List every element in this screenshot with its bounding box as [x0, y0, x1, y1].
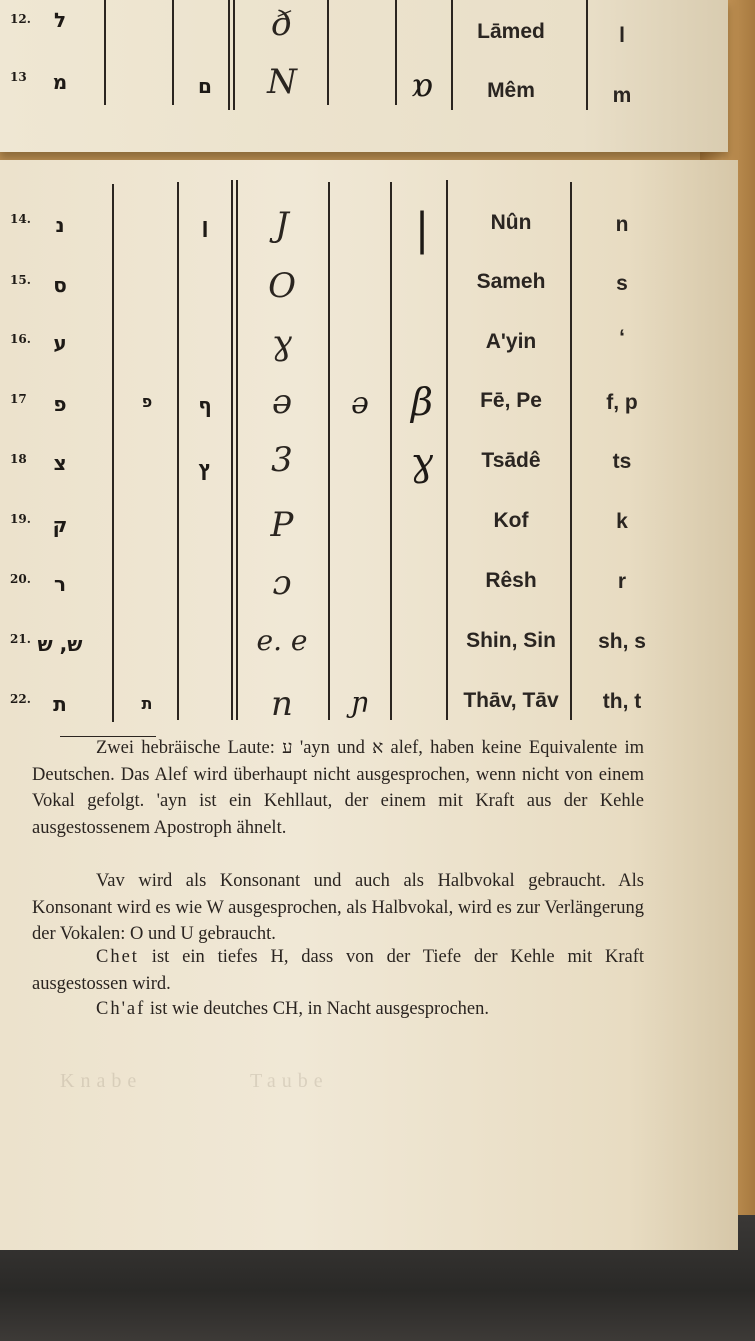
letter-name: Rêsh: [485, 569, 537, 592]
hebrew-letter: ק: [52, 513, 68, 537]
letter-name: Fē, Pe: [480, 389, 542, 412]
transliteration: k: [616, 510, 628, 533]
transliteration: r: [617, 570, 627, 593]
upper-page: [0, 0, 728, 152]
hebrew-letter: ל: [53, 8, 67, 32]
cursive-letter: O: [268, 266, 296, 306]
transliteration: ts: [612, 450, 632, 473]
cursive-letter: 3: [271, 440, 293, 480]
cursive-letter: n: [271, 684, 293, 724]
term-chet: Chet: [96, 947, 139, 967]
cursive-final-letter: |: [414, 204, 430, 255]
hebrew-letter: ת: [53, 692, 67, 716]
rashi-letter: ם: [198, 74, 212, 98]
cursive-letter: J: [275, 205, 289, 245]
transliteration: s: [616, 272, 628, 295]
paragraph-vav: Vav wird als Konsonant und auch als Halbvokal gebraucht. Als Konsonant wird es wie W ausgesprochen, als Halbvokal, wird es zur Verlängerung der Vokalen: O und U gebraucht.: [32, 871, 644, 944]
letter-name: Mêm: [487, 79, 535, 102]
final-letter: פ: [141, 392, 153, 411]
transliteration: f, p: [606, 391, 638, 414]
transliteration: l: [619, 24, 625, 47]
letter-name: Lāmed: [477, 20, 545, 43]
paragraph-chaf: Ch'af ist wie deutches CH, in Nacht ausgesprochen.: [96, 999, 490, 1019]
cursive-letter: ɣ: [271, 323, 293, 363]
cursive-letter: ə: [271, 382, 293, 422]
letter-name: Sameh: [476, 270, 546, 293]
letter-name: Shin, Sin: [466, 629, 556, 652]
letter-name: Tsādê: [481, 449, 541, 472]
transliteration: n: [615, 213, 629, 236]
row-number: 13: [10, 70, 27, 84]
hebrew-letter: ס: [53, 273, 67, 297]
row-number: 22.: [10, 692, 31, 706]
row-number: 15.: [10, 273, 31, 287]
row-number: 14.: [10, 212, 31, 226]
hebrew-letter: מ: [52, 70, 68, 94]
hebrew-letter: צ: [53, 451, 67, 475]
cursive-letter: ð: [271, 4, 293, 44]
row-number: 18: [10, 452, 27, 466]
cursive-letter: e. e: [256, 624, 308, 657]
rashi-letter: ף: [198, 393, 212, 417]
cursive-final-letter: ɒ: [411, 66, 433, 104]
transliteration: m: [612, 84, 632, 107]
transliteration: th, t: [602, 690, 642, 713]
paragraph-alef-ayin: Zwei hebräische Laute: ע 'ayn und א alef, haben keine Equivalente im Deutschen. Das Alef wird überhaupt nicht ausgesprochen, wenn nicht von einem Vokal gefolgt. 'ayn ist ein Kehllaut, der einem mit Kraft aus der Kehle ausgestossenem Apostroph ähnelt.: [32, 738, 645, 838]
term-chaf: Ch'af: [96, 999, 146, 1019]
rashi-letter: ץ: [198, 456, 212, 480]
paragraph-chet: Chet ist ein tiefes H, dass von der Tiefe der Kehle mit Kraft ausgestossen wird.: [32, 947, 644, 994]
letter-name: A'yin: [485, 330, 537, 353]
row-number: 20.: [10, 572, 31, 586]
row-number: 19.: [10, 512, 31, 526]
cursive-letter: N: [267, 62, 297, 102]
cursive-final-letter: ɲ: [350, 686, 370, 719]
row-number: 16.: [10, 332, 31, 346]
letter-name: Thāv, Tāv: [463, 689, 559, 712]
letter-name: Nûn: [490, 211, 532, 234]
cursive-final-letter: ə: [351, 386, 369, 421]
main-page: Knabe Taube: [0, 160, 738, 1250]
alternate-letter: ɣ: [410, 440, 434, 484]
hebrew-letter: פ: [53, 392, 67, 416]
row-number: 12.: [10, 12, 31, 26]
hebrew-letter: ע: [53, 331, 67, 355]
rashi-letter: ן: [201, 213, 209, 237]
letter-name: Kof: [493, 509, 529, 532]
final-letter: ת: [141, 694, 153, 713]
hebrew-letter: ש, ש: [37, 632, 83, 656]
hebrew-letter: נ: [55, 213, 65, 237]
alternate-letter: β: [411, 380, 433, 424]
row-number: 21.: [10, 632, 31, 646]
cursive-letter: P: [270, 505, 294, 545]
row-number: 17: [10, 392, 27, 406]
transliteration: ʻ: [619, 326, 625, 349]
cursive-letter: ɔ: [272, 563, 292, 603]
hebrew-letter: ר: [53, 572, 67, 596]
transliteration: sh, s: [598, 630, 646, 653]
